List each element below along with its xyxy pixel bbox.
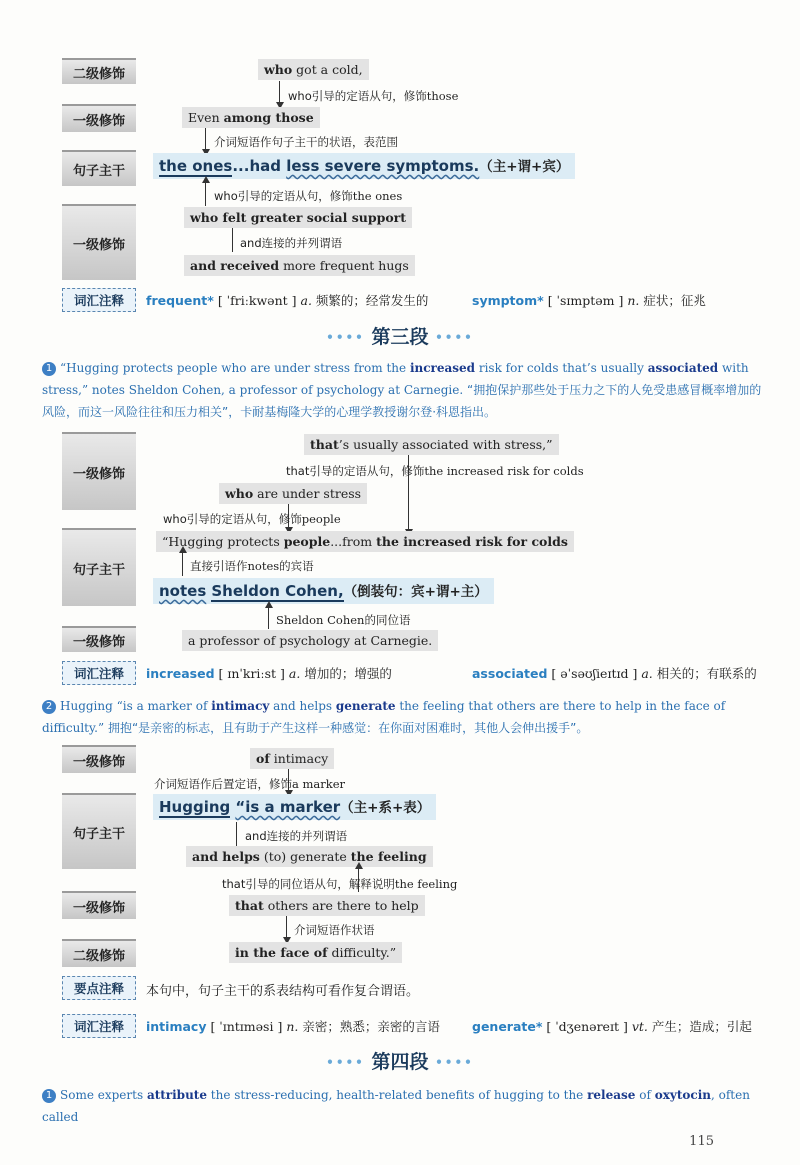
keynote-label: 要点注释 — [62, 976, 136, 1000]
label-second-mod: 二级修饰 — [62, 58, 136, 84]
main-hugging-marker: Hugging “is a marker（主+系+表） — [153, 794, 436, 820]
ann-of-postmod: 介词短语作后置定语，修饰a marker — [154, 777, 346, 791]
label-first-mod-5: 一级修饰 — [62, 745, 136, 773]
expr-who-felt: who felt greater social support — [184, 207, 412, 228]
vocab-symptom: symptom* [ ˈsɪmptəm ] n. 症状；征兆 — [472, 293, 706, 308]
ann-that-appos: that引导的同位语从句，解释说明the feeling — [222, 877, 458, 891]
label-first-mod-6: 一级修饰 — [62, 891, 136, 919]
label-first-mod-4: 一级修饰 — [62, 626, 136, 652]
ann-direct-speech: 直接引语作notes的宾语 — [190, 559, 314, 573]
section-title-3: •••• 第三段 •••• — [326, 326, 474, 348]
paragraph-3-1: 1 “Hugging protects people who are under stress from the increased risk for colds that’s usually associated with stress,” notes Sheldon Cohen, a professor of psychology at Carnegie. “拥抱保护那些处于压力之下的人免受患感冒概率增加的风险，而这一风险往往和压力相关”，卡耐基梅隆大学的心理学教授谢尔登·科恩指出。 — [42, 361, 762, 419]
expr-hugging-protects: “Hugging protects people...from the increased risk for colds — [156, 531, 574, 552]
expr-and-received: and received more frequent hugs — [184, 255, 415, 276]
expr-of-intimacy: of intimacy — [250, 748, 334, 769]
label-main-clause-3: 句子主干 — [62, 793, 136, 869]
vocab-label-3: 词汇注释 — [62, 1014, 136, 1038]
ann-appositive: Sheldon Cohen的同位语 — [276, 613, 411, 627]
keynote-text: 本句中，句子主干的系表结构可看作复合谓语。 — [146, 984, 420, 999]
vocab-label-1: 词汇注释 — [62, 288, 136, 312]
vocab-intimacy: intimacy [ ˈɪntɪməsi ] n. 亲密；熟悉；亲密的言语 — [146, 1019, 440, 1034]
main-the-ones: the ones...had less severe symptoms.（主+谓+宾） — [153, 153, 575, 179]
main-notes-cohen: notes Sheldon Cohen,（倒装句：宾+谓+主） — [153, 578, 494, 604]
ann-who-felt: who引导的定语从句，修饰the ones — [214, 189, 403, 203]
page-number: 115 — [689, 1134, 714, 1149]
ann-prep-scope: 介词短语作句子主干的状语，表范围 — [214, 135, 398, 149]
label-main-clause-2: 句子主干 — [62, 528, 136, 606]
vocab-associated: associated [ əˈsəʊʃieɪtɪd ] a. 相关的；有联系的 — [472, 666, 757, 681]
label-second-mod-2: 二级修饰 — [62, 939, 136, 967]
vocab-label-2: 词汇注释 — [62, 661, 136, 685]
label-first-mod-2: 一级修饰 — [62, 204, 136, 280]
expr-who-under-stress: who are under stress — [219, 483, 367, 504]
expr-even-among-those: Even among those — [182, 107, 320, 128]
ann-who-got: who引导的定语从句，修饰those — [288, 89, 459, 103]
section-title-4: •••• 第四段 •••• — [326, 1051, 474, 1073]
expr-who-got-a-cold: who got a cold, — [258, 59, 369, 80]
vocab-frequent: frequent* [ ˈfriːkwənt ] a. 频繁的；经常发生的 — [146, 293, 429, 308]
ann-and-pred-2: and连接的并列谓语 — [245, 829, 348, 843]
label-first-mod-3: 一级修饰 — [62, 432, 136, 510]
expr-professor: a professor of psychology at Carnegie. — [182, 630, 438, 651]
ann-and-pred: and连接的并列谓语 — [240, 236, 343, 250]
ann-who-people: who引导的定语从句，修饰people — [163, 512, 341, 526]
ann-prep-adverbial: 介词短语作状语 — [294, 923, 375, 937]
ann-that-attr: that引导的定语从句，修饰the increased risk for colds — [286, 464, 584, 478]
expr-that-others: that others are there to help — [229, 895, 425, 916]
vocab-increased: increased [ ɪnˈkriːst ] a. 增加的；增强的 — [146, 666, 392, 681]
expr-in-face-of: in the face of difficulty.” — [229, 942, 402, 963]
expr-thats-usually: that’s usually associated with stress,” — [304, 434, 559, 455]
paragraph-3-2: 2 Hugging “is a marker of intimacy and helps generate the feeling that others are there to help in the face of difficulty.” 拥抱“是亲密的标志，且有助于产生这样一种感觉：在你面对困难时，其他人会伸出援手”。 — [42, 699, 726, 735]
paragraph-4-1: 1 Some experts attribute the stress-reducing, health-related benefits of hugging to the release of oxytocin, often called — [42, 1088, 750, 1124]
vocab-generate: generate* [ ˈdʒenəreɪt ] vt. 产生；造成；引起 — [472, 1019, 752, 1034]
label-first-mod: 一级修饰 — [62, 104, 136, 132]
expr-and-helps: and helps (to) generate the feeling — [186, 846, 433, 867]
label-main-clause: 句子主干 — [62, 150, 136, 186]
